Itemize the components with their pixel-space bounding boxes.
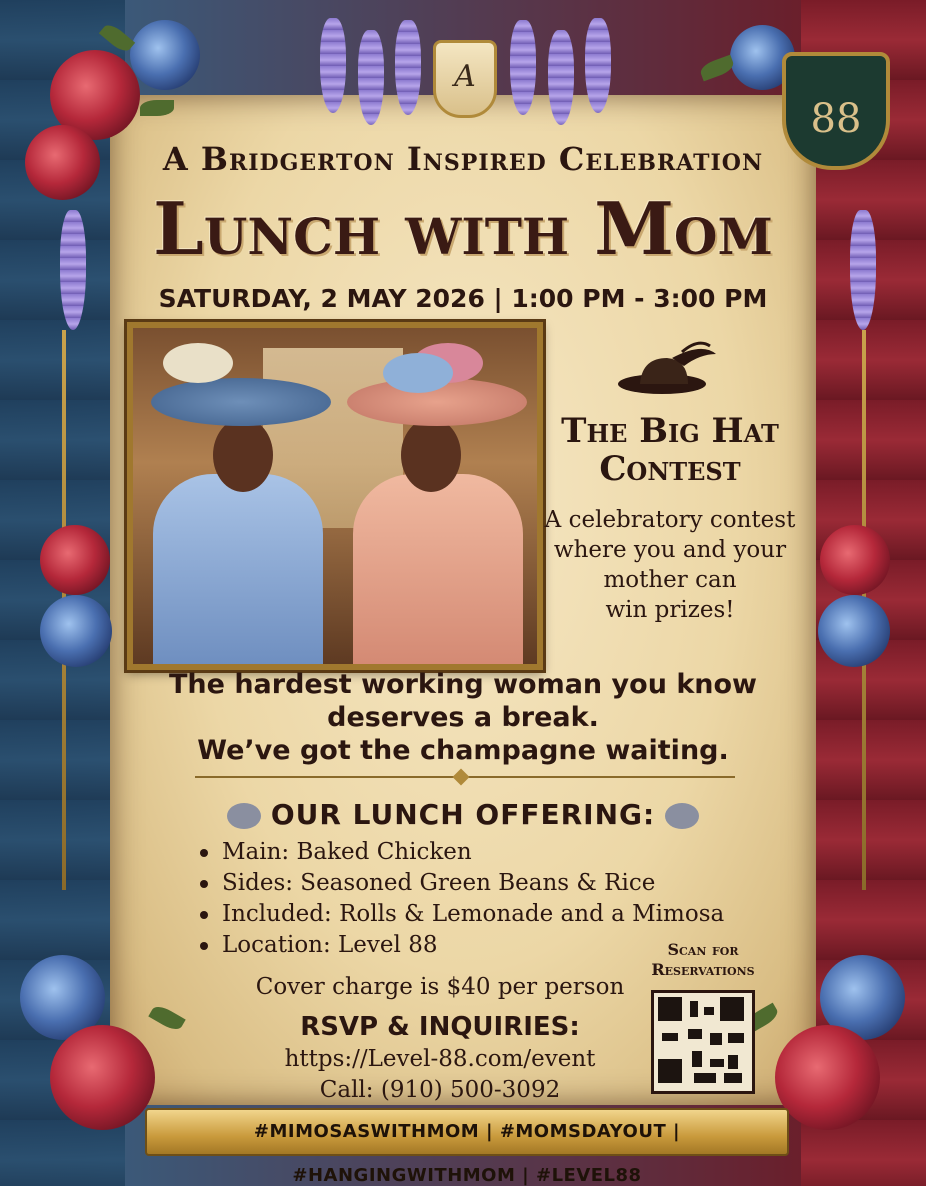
qr-finder	[658, 1059, 682, 1083]
woman-head	[213, 418, 273, 492]
contest-desc-line: A celebratory contest	[544, 507, 796, 533]
qr-module	[688, 1029, 702, 1039]
rose-icon	[40, 525, 110, 595]
hashtag-banner: #MIMOSASWITHMOM | #MOMSDAYOUT | #HANGINGWITHMOM | #LEVEL88	[145, 1108, 789, 1156]
wisteria-icon	[395, 20, 421, 115]
cloud-icon	[665, 803, 699, 829]
qr-module	[710, 1033, 722, 1045]
list-item	[200, 899, 724, 930]
leaf-icon	[140, 100, 174, 116]
qr-module	[710, 1059, 724, 1067]
event-datetime: SATURDAY, 2 MAY 2026 | 1:00 PM - 3:00 PM	[158, 284, 768, 313]
scan-label	[628, 940, 778, 980]
bullet-icon	[200, 942, 208, 950]
offering-item: Main: Baked Chicken	[222, 839, 472, 865]
qr-module	[728, 1055, 738, 1069]
qr-finder	[658, 997, 682, 1021]
contest-title	[520, 412, 820, 488]
offering-heading	[0, 798, 926, 831]
cover-charge: Cover charge is $40 per person	[255, 974, 625, 1000]
qr-code[interactable]	[651, 990, 755, 1094]
badge-number: 88	[810, 96, 862, 142]
rose-icon	[40, 595, 112, 667]
bullet-icon	[200, 880, 208, 888]
tagline-line: We’ve got the champagne waiting.	[197, 735, 729, 766]
qr-module	[724, 1073, 742, 1083]
qr-module	[662, 1033, 678, 1041]
blue-hat	[151, 378, 331, 426]
contest-title-line: Contest	[599, 449, 741, 489]
offering-item: Included: Rolls & Lemonade and a Mimosa	[222, 901, 725, 927]
wisteria-icon	[320, 18, 346, 113]
event-url-link[interactable]: https://Level-88.com/event	[284, 1046, 596, 1072]
qr-module	[704, 1007, 714, 1015]
contest-desc-line: where you and your	[553, 537, 787, 563]
qr-module	[692, 1051, 702, 1067]
contest-description	[520, 505, 820, 625]
list-item	[200, 837, 724, 868]
contest-desc-line: mother can	[603, 567, 737, 593]
wisteria-icon	[510, 20, 536, 115]
rose-icon	[50, 1025, 155, 1130]
tagline-line: The hardest working woman you know	[168, 669, 757, 700]
wisteria-icon	[585, 18, 611, 113]
rsvp-heading: RSVP & INQUIRIES:	[300, 1012, 580, 1042]
bullet-icon	[200, 849, 208, 857]
event-subtitle: A Bridgerton Inspired Celebration	[162, 140, 764, 178]
contest-title-line: The Big Hat	[561, 411, 779, 451]
cloud-icon	[227, 803, 261, 829]
rose-icon	[775, 1025, 880, 1130]
tagline	[0, 668, 926, 767]
women-toasting-photo	[127, 322, 543, 670]
phone-number[interactable]: Call: (910) 500-3092	[319, 1077, 561, 1103]
wisteria-icon	[548, 30, 574, 125]
crest-letter: A	[454, 59, 476, 94]
scan-label-line: Reservations	[651, 960, 755, 979]
woman-head	[401, 418, 461, 492]
event-title: Lunch with Mom	[153, 186, 773, 271]
contest-desc-line: win prizes!	[605, 597, 735, 623]
tagline-line: deserves a break.	[327, 702, 599, 733]
hat-icon	[612, 340, 722, 400]
monogram-crest	[433, 40, 497, 118]
qr-module	[690, 1001, 698, 1017]
wisteria-icon	[358, 30, 384, 125]
feather-icon	[163, 343, 233, 383]
qr-finder	[720, 997, 744, 1021]
offering-item: Location: Level 88	[222, 932, 438, 958]
bullet-icon	[200, 911, 208, 919]
list-item	[200, 868, 724, 899]
rose-icon	[820, 525, 890, 595]
qr-module	[728, 1033, 744, 1043]
scan-label-line: Scan for	[667, 940, 739, 959]
rose-icon	[818, 595, 890, 667]
feather-icon	[383, 353, 453, 393]
qr-module	[694, 1073, 716, 1083]
woman-blue-dress	[153, 474, 323, 664]
offering-item: Sides: Seasoned Green Beans & Rice	[222, 870, 656, 896]
woman-pink-dress	[353, 474, 523, 664]
offering-heading-text: OUR LUNCH OFFERING:	[270, 798, 656, 831]
leaf-icon	[698, 55, 735, 82]
rose-icon	[130, 20, 200, 90]
